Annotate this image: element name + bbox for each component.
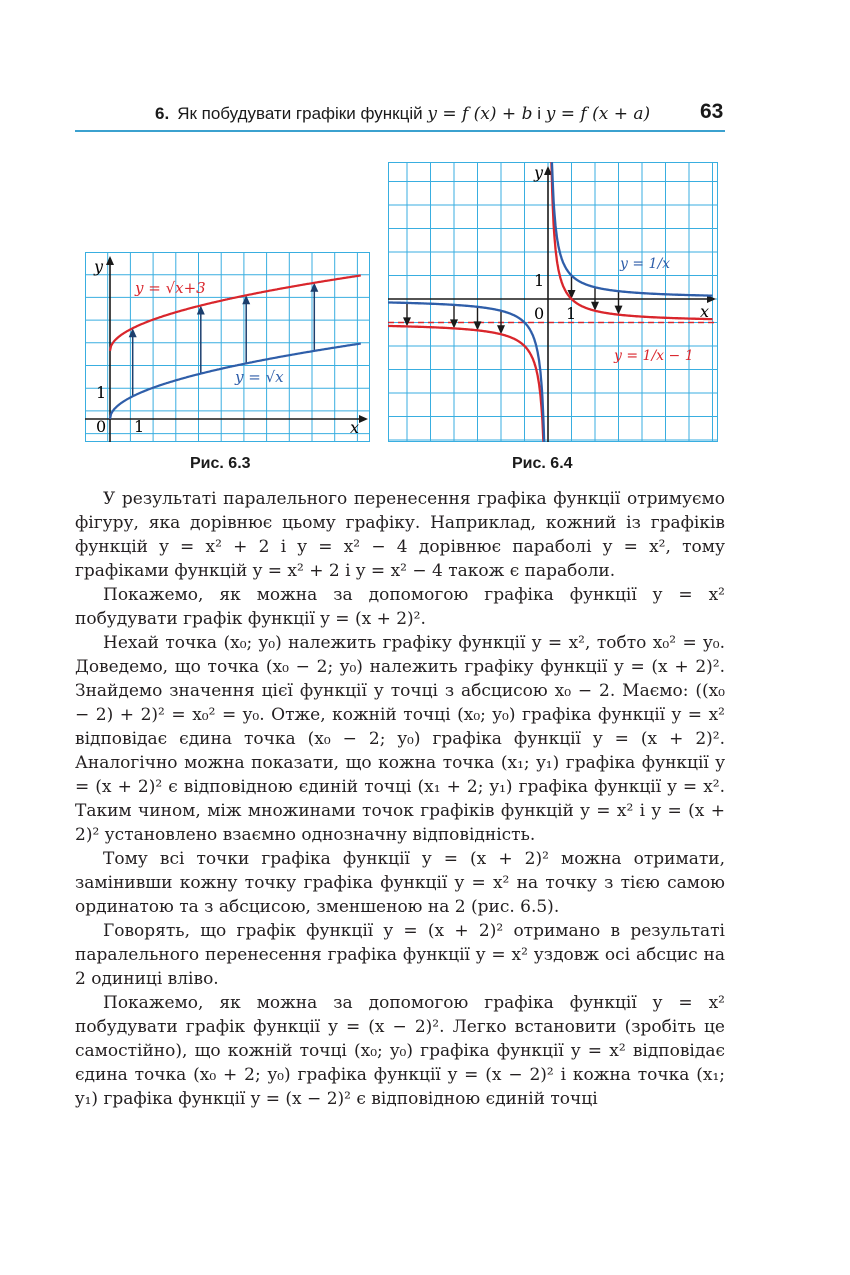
- y-axis-label: y: [94, 257, 104, 276]
- blue-curve-label: y = 1/x: [620, 256, 671, 272]
- paragraph-3: Нехай точка (x₀; y₀) належить графіку функції y = x², тобто x₀² = y₀. Доведемо, що точка (x₀ − 2; y₀) належить графіку функції y = (x + 2)². Знайдемо значення цієї функції у точці з абсцисою x₀ − 2. Маємо: ((x₀ − 2) + 2)² = x₀² = y₀. Отже, кожній точці (x₀; y₀) графіка функції y = x² відповідає єдина точка (x₀ − 2; y₀) графіка функції y = (x + 2)². Аналогічно можна показати, що кожна точка (x₁; y₁) графіка функції y = (x + 2)² є відповідною єдиній точці (x₁ + 2; y₁) графіка функції y = x². Таким чином, між множинами точок графіків функцій y = x² і y = (x + 2)² установлено взаємно однозначну відповідність.: [75, 633, 725, 845]
- section-number: 6.: [155, 104, 170, 123]
- paragraph-6: Покажемо, як можна за допомогою графіка функції y = x² побудувати графік функції y = (x − 2)². Легко встановити (зробіть це самостійно), що кожній точці (x₀; y₀) графіка функції y = x² відповідає єдина точка (x₀ + 2; y₀) графіка функції y = (x − 2)² і кожна точка (x₁; y₁) графіка функції y = (x − 2)² є відповідною єдиній точці: [75, 993, 725, 1109]
- y-tick-label: 1: [96, 383, 107, 402]
- upper-curve-label: y = √x+3: [135, 279, 206, 297]
- header-rule: [75, 130, 725, 132]
- x-axis-label: x: [700, 302, 710, 321]
- figure-6-3-graph: [85, 252, 370, 442]
- section-text: Як побудувати графіки функцій: [177, 104, 423, 123]
- figure-6-3-caption: Рис. 6.3: [190, 455, 251, 472]
- body-text: [75, 487, 725, 1111]
- x-tick-label: 1: [566, 304, 577, 323]
- shift-arrowhead: [450, 319, 458, 328]
- page-number: 63: [700, 100, 724, 123]
- header-conj: і: [537, 104, 541, 123]
- paragraph-1: У результаті паралельного перенесення графіка функції отримуємо фігуру, яка дорівнює цьому графіку. Наприклад, кожний із графіків функцій y = x² + 2 і y = x² − 4 дорівнює параболі y = x², тому графіками функцій y = x² + 2 і y = x² − 4 також є параболи.: [75, 489, 725, 581]
- lower-curve-label: y = √x: [235, 368, 284, 386]
- page-header: [0, 0, 850, 135]
- x-axis-label: x: [350, 418, 360, 437]
- red-curve-label: y = 1/x − 1: [614, 348, 694, 364]
- y-axis-label: y: [534, 163, 544, 182]
- running-title: [155, 104, 650, 124]
- curve-1-over-x-left: [388, 302, 546, 442]
- x-axis-arrowhead: [359, 415, 368, 423]
- header-formula-2: y = f (x + a): [545, 104, 651, 124]
- labels: [533, 163, 709, 364]
- paragraph-4: Тому всі точки графіка функції y = (x + 2)² можна отримати, замінивши кожну точку графіка функції y = x² на точку з тією самою ординатою та з абсцисою, зменшеною на 2 (рис. 6.5).: [75, 849, 725, 917]
- origin-label: 0: [96, 417, 107, 436]
- curve-1-over-x-minus-1-left: [388, 326, 546, 442]
- paragraph-2: Покажемо, як можна за допомогою графіка функції y = x² побудувати графік функції y = (x + 2)².: [75, 585, 725, 629]
- origin-label: 0: [534, 304, 545, 323]
- y-axis-arrowhead: [106, 256, 114, 265]
- y-tick-label: 1: [534, 271, 545, 290]
- figure-6-4-graph: [388, 162, 718, 442]
- x-tick-label: 1: [134, 417, 145, 436]
- paragraph-5: Говорять, що графік функції y = (x + 2)² отримано в результаті паралельного перенесення графіка функції y = x² уздовж осі абсцис на 2 одиниці вліво.: [75, 921, 725, 989]
- header-formula-1: y = f (x) + b: [427, 104, 533, 124]
- curves: [388, 162, 713, 442]
- figure-6-4-caption: Рис. 6.4: [512, 455, 573, 472]
